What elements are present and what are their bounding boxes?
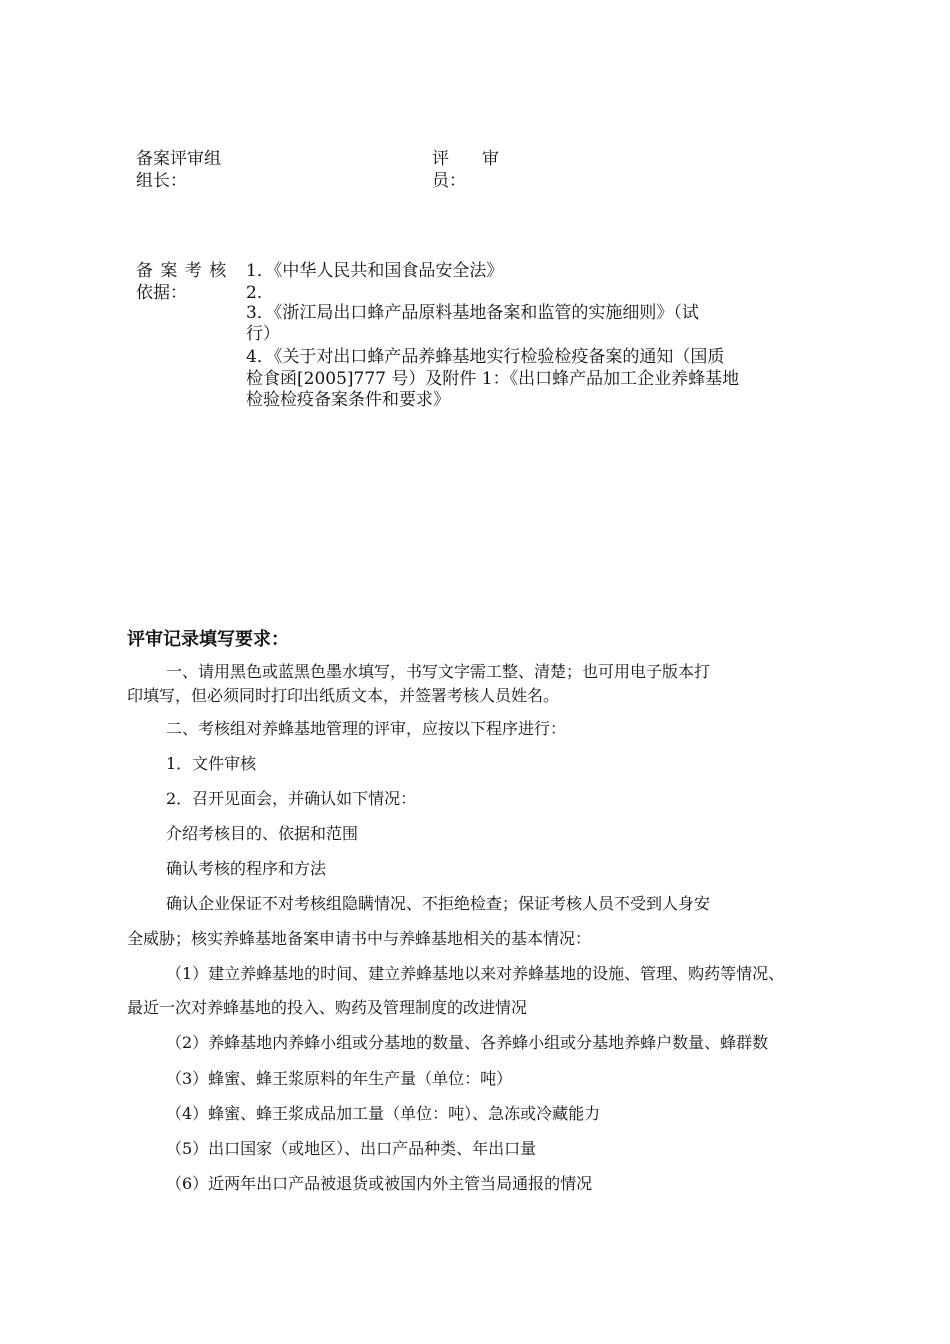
basis-item: 4．《关于对出口蜂产品养蜂基地实行检验检疫备案的通知（国质	[246, 347, 725, 367]
basis-item: 2.	[246, 283, 263, 303]
requirement-line: （3）蜂蜜、蜂王浆原料的年生产量（单位：吨）	[166, 1069, 513, 1088]
requirement-line: （4）蜂蜜、蜂王浆成品加工量（单位：吨）、急冻或冷藏能力	[166, 1104, 601, 1123]
requirement-line: 二、考核组对养蜂基地管理的评审，应按以下程序进行：	[166, 719, 567, 738]
requirement-line: 一、请用黑色或蓝黑色墨水填写，书写文字需工整、清楚；也可用电子版本打	[166, 662, 711, 681]
requirement-line: （1）建立养蜂基地的时间、建立养蜂基地以来对养蜂基地的设施、管理、购药等情况、	[166, 964, 785, 983]
requirement-line: 1．文件审核	[166, 754, 257, 773]
requirement-line: 最近一次对养蜂基地的投入、购药及管理制度的改进情况	[127, 998, 528, 1017]
basis-label-line2: 依据：	[136, 283, 187, 303]
basis-item: 行）	[246, 324, 280, 344]
requirement-line: 印填写，但必须同时打印出纸质文本，并签署考核人员姓名。	[127, 686, 560, 705]
basis-item: 检验检疫备案条件和要求》	[246, 390, 450, 410]
requirement-line: 全威胁；核实养蜂基地备案申请书中与养蜂基地相关的基本情况：	[127, 929, 592, 948]
basis-item: 检食函[2005]777 号）及附件 1：《出口蜂产品加工企业养蜂基地	[246, 369, 740, 389]
requirement-line: 2．召开见面会，并确认如下情况：	[166, 789, 417, 808]
requirement-line: 确认考核的程序和方法	[166, 859, 327, 878]
member-label-line2: 员：	[432, 171, 466, 191]
requirements-title: 评审记录填写要求：	[127, 629, 289, 650]
requirement-line: （5）出口国家（或地区）、出口产品种类、年出口量	[166, 1139, 537, 1158]
requirement-line: 确认企业保证不对考核组隐瞒情况、不拒绝检查；保证考核人员不受到人身安	[166, 894, 711, 913]
requirement-line: （2）养蜂基地内养蜂小组或分基地的数量、各养蜂小组或分基地养蜂户数量、蜂群数	[166, 1033, 769, 1052]
member-label-char2: 审	[482, 149, 499, 169]
basis-label-line1: 备 案 考 核	[136, 261, 228, 281]
requirement-line: （6）近两年出口产品被退货或被国内外主管当局通报的情况	[166, 1174, 593, 1193]
leader-label-line1: 备案评审组	[136, 149, 221, 169]
basis-item: 3．《浙江局出口蜂产品原料基地备案和监管的实施细则》（试	[246, 303, 699, 323]
basis-item: 1．《中华人民共和国食品安全法》	[246, 261, 504, 281]
member-label-char1: 评	[432, 149, 449, 169]
leader-label-line2: 组长：	[136, 171, 187, 191]
requirement-line: 介绍考核目的、依据和范围	[166, 824, 359, 843]
